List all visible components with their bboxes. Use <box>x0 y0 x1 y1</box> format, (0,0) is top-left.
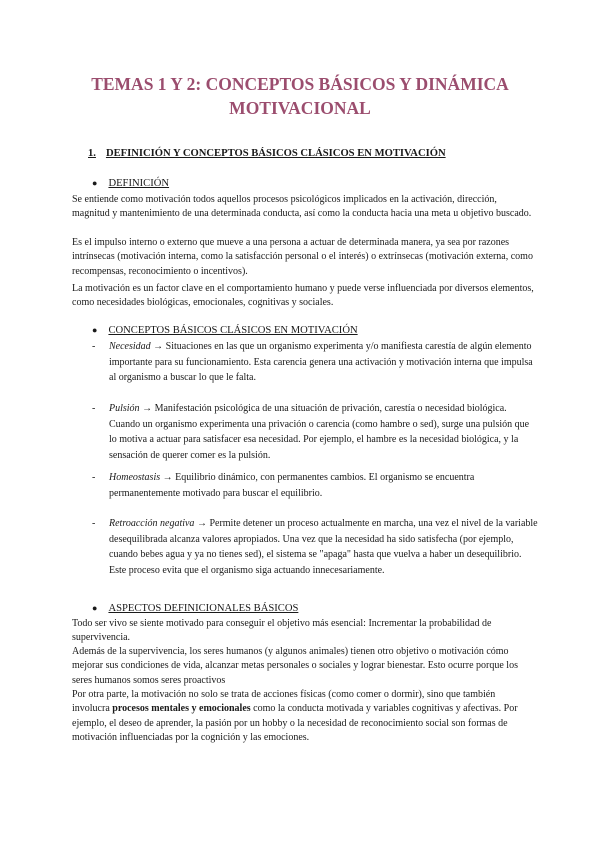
dash-marker: - <box>92 518 96 529</box>
arrow-icon: → <box>194 518 210 529</box>
aspectos-paragraph <box>72 688 534 745</box>
concept-term: Homeostasis <box>109 472 161 483</box>
concept-item <box>92 401 538 463</box>
concept-text: Permite detener un proceso actualmente en marcha, una vez el nivel de la variable desequilibrada alcanza valores apropiados. Una vez que la necesidad ha sido satisfecha (por ejemplo, cuando bebes agua y ya no tienes sed), el sistema se "apaga" hasta que vuelva a haber un desequilibrio. Este proceso evita que el organismo siga actuando innecesariamente. <box>109 518 538 576</box>
arrow-icon: → <box>139 403 155 414</box>
concept-text: Manifestación psicológica de una situación de privación, carestía o necesidad biológica. Cuando un organismo experimenta una privación o carencia (como hambre o sed), surge una pulsión que lo motiva a actuar para satisfacer esa necesidad. Por ejemplo, el hambre es la necesidad biológica, y la sensación de querer comer es la pulsión. <box>109 403 530 461</box>
concept-term: Necesidad <box>109 341 151 352</box>
bullet-definicion <box>92 178 169 189</box>
bullet-label: ASPECTOS DEFINICIONALES BÁSICOS <box>108 603 299 614</box>
concept-text: Equilibrio dinámico, con permanentes cambios. El organismo se encuentra permanentemente motivado para buscar el equilibrio. <box>109 472 475 499</box>
definicion-paragraph: Es el impulso interno o externo que mueve a una persona a actuar de determinada manera, ya sea por razones intrínsecas (motivación interna, como la satisfacción personal o el interés) o extrínsecas (motivación externa, como recompensas, reconocimiento o incentivos). <box>72 237 533 277</box>
dash-marker: - <box>92 403 96 414</box>
aspectos-paragraph: Además de la supervivencia, los seres humanos (y algunos animales) tienen otro objetivo o motivación cómo mejorar sus condiciones de vida, alcanzar metas personales o sociales y lograr bienestar. Esto ocurre porque los seres humanos somos seres proactivos <box>72 646 518 686</box>
arrow-icon: → <box>160 472 176 483</box>
section-heading <box>88 148 446 159</box>
definicion-paragraph: Se entiende como motivación todos aquellos procesos psicológicos implicados en la activación, dirección, magnitud y mantenimiento de una determinada conducta, así como la conducta hacia una meta u objetivo buscado. <box>72 194 532 220</box>
concept-text: Situaciones en las que un organismo experimenta y/o manifiesta carestía de algún elemento importante para su funcionamiento. Esta carencia genera una activación y motivación interna que impulsa al organismo a buscar lo que le falta. <box>109 341 533 383</box>
aspectos-text: Por otra parte, la motivación no solo se trata de acciones físicas (como comer o dormir), sino que también involucra <box>72 689 496 715</box>
emphasis-text: procesos mentales y emocionales <box>112 703 251 715</box>
arrow-icon: → <box>150 341 166 352</box>
aspectos-text: como la conducta motivada y variables cognitivas y afectivas. Por ejemplo, el deseo de aprender, la pasión por un hobby o la necesidad de reconocimiento social son formas de motivación influenciadas por la cognición y las emociones. <box>72 703 518 743</box>
concept-item <box>92 516 538 578</box>
concept-term: Retroacción negativa <box>109 518 195 529</box>
dash-marker: - <box>92 341 96 352</box>
section-number: 1. <box>88 148 96 159</box>
bullet-aspectos <box>92 603 298 614</box>
bullet-label: CONCEPTOS BÁSICOS CLÁSICOS EN MOTIVACIÓN <box>108 325 358 336</box>
dash-marker: - <box>92 472 96 483</box>
section-heading-text: DEFINICIÓN Y CONCEPTOS BÁSICOS CLÁSICOS EN MOTIVACIÓN <box>105 148 446 159</box>
bullet-dot-icon: ● <box>92 178 98 188</box>
concept-item <box>92 339 538 386</box>
definicion-paragraph: La motivación es un factor clave en el comportamiento humano y puede verse influenciada por diversos elementos, como necesidades biológicas, emocionales, cognitivas y sociales. <box>72 283 534 309</box>
bullet-label: DEFINICIÓN <box>108 178 170 189</box>
aspectos-paragraph: Todo ser vivo se siente motivado para conseguir el objetivo más esencial: Incrementar la probabilidad de supervivencia. <box>72 618 492 644</box>
bullet-conceptos <box>92 325 358 336</box>
bullet-dot-icon: ● <box>92 325 98 335</box>
concept-item <box>92 470 538 501</box>
bullet-dot-icon: ● <box>92 603 98 613</box>
page-title: TEMAS 1 Y 2: CONCEPTOS BÁSICOS Y DINÁMICA MOTIVACIONAL <box>91 74 509 118</box>
concept-term: Pulsión <box>109 403 140 414</box>
